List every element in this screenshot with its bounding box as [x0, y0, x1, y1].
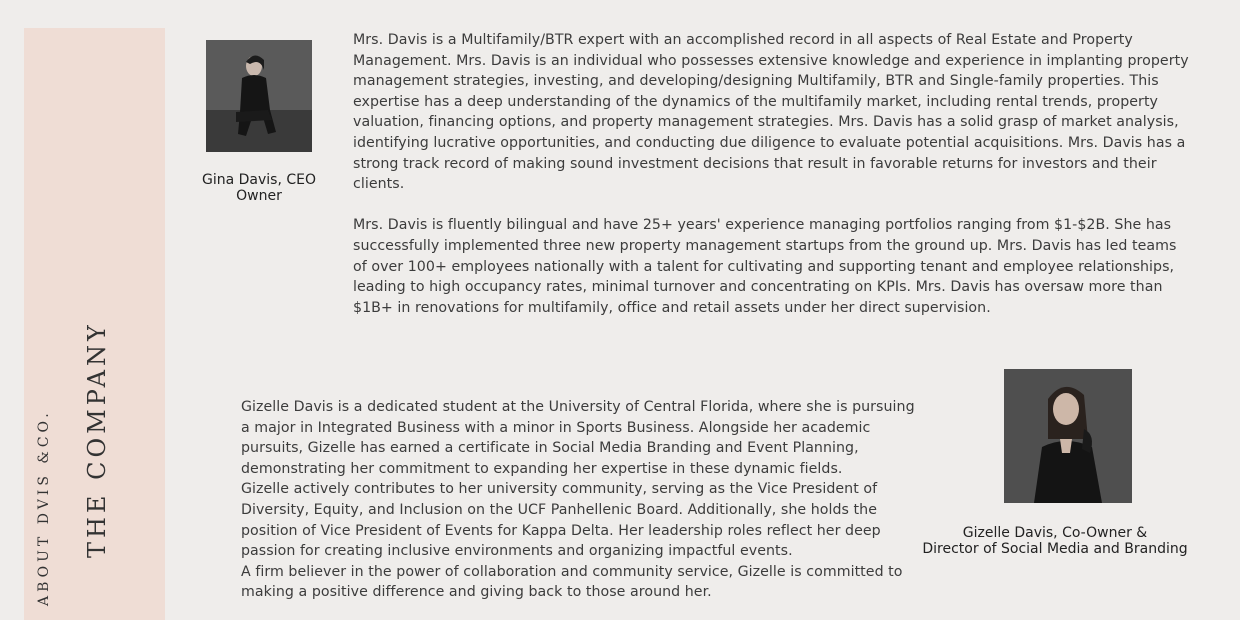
gizelle-bio-paragraph-2: Gizelle actively contributes to her university community, serving as the Vice President of Diversity, Equity, and Inclusion on the UCF Panhellenic Board. Additionally, she holds the position of Vice President of Events for Kappa Delta. Her leadership roles reflect her deep passion for creating inclusive environments and organizing impactful events.: [241, 481, 881, 560]
gina-bio-paragraph-1: Mrs. Davis is a Multifamily/BTR expert with an accomplished record in all aspects of Real Estate and Property Management. Mrs. Davis is an individual who possesses extensive knowledge and experience in implanting property management strategies, investing, and developing/designing Multifamily, BTR and Single-family properties. This expertise has a deep understanding of the dynamics of the multifamily market, including rental trends, property valuation, financing options, and property management strategies. Mrs. Davis has a solid grasp of market analysis, identifying lucrative opportunities, and conducting due diligence to evaluate potential acquisitions. Mrs. Davis has a strong track record of making sound investment decisions that result in favorable returns for investors and their clients.: [353, 32, 1189, 193]
gizelle-role: Director of Social Media and Branding: [922, 541, 1188, 557]
gizelle-bio-paragraph-3: A firm believer in the power of collaboration and community service, Gizelle is committed to making a positive difference and giving back to those around her.: [241, 563, 903, 601]
gina-role: Owner: [236, 188, 282, 204]
gina-caption: [196, 172, 322, 204]
company-label: THE COMPANY: [83, 321, 111, 558]
gizelle-name-title: Gizelle Davis, Co-Owner &: [962, 525, 1148, 541]
gizelle-bio-paragraph-1: Gizelle Davis is a dedicated student at the University of Central Florida, where she is pursuing a major in Integrated Business with a minor in Sports Business. Alongside her academic pursuits, Gizelle has earned a certificate in Social Media Branding and Event Planning, demonstrating her commitment to expanding her expertise in these dynamic fields.: [241, 399, 915, 477]
about-label: ABOUT DVIS &CO.: [36, 409, 52, 606]
gina-bio: [353, 30, 1193, 318]
gizelle-caption: [912, 525, 1198, 557]
gizelle-bio: [241, 397, 921, 603]
gizelle-portrait-photo: [1004, 369, 1132, 503]
gina-portrait-photo: [206, 40, 312, 152]
gina-bio-paragraph-2: Mrs. Davis is fluently bilingual and have 25+ years' experience managing portfolios ranging from $1-$2B. She has successfully implemented three new property management startups from the ground up. Mrs. Davis has led teams of over 100+ employees nationally with a talent for cultivating and supporting tenant and employee relationships, leading to high occupancy rates, minimal turnover and concentrating on KPIs. Mrs. Davis has oversaw more than $1B+ in renovations for multifamily, office and retail assets under her direct supervision.: [353, 217, 1177, 316]
gina-name-title: Gina Davis, CEO: [201, 172, 316, 188]
